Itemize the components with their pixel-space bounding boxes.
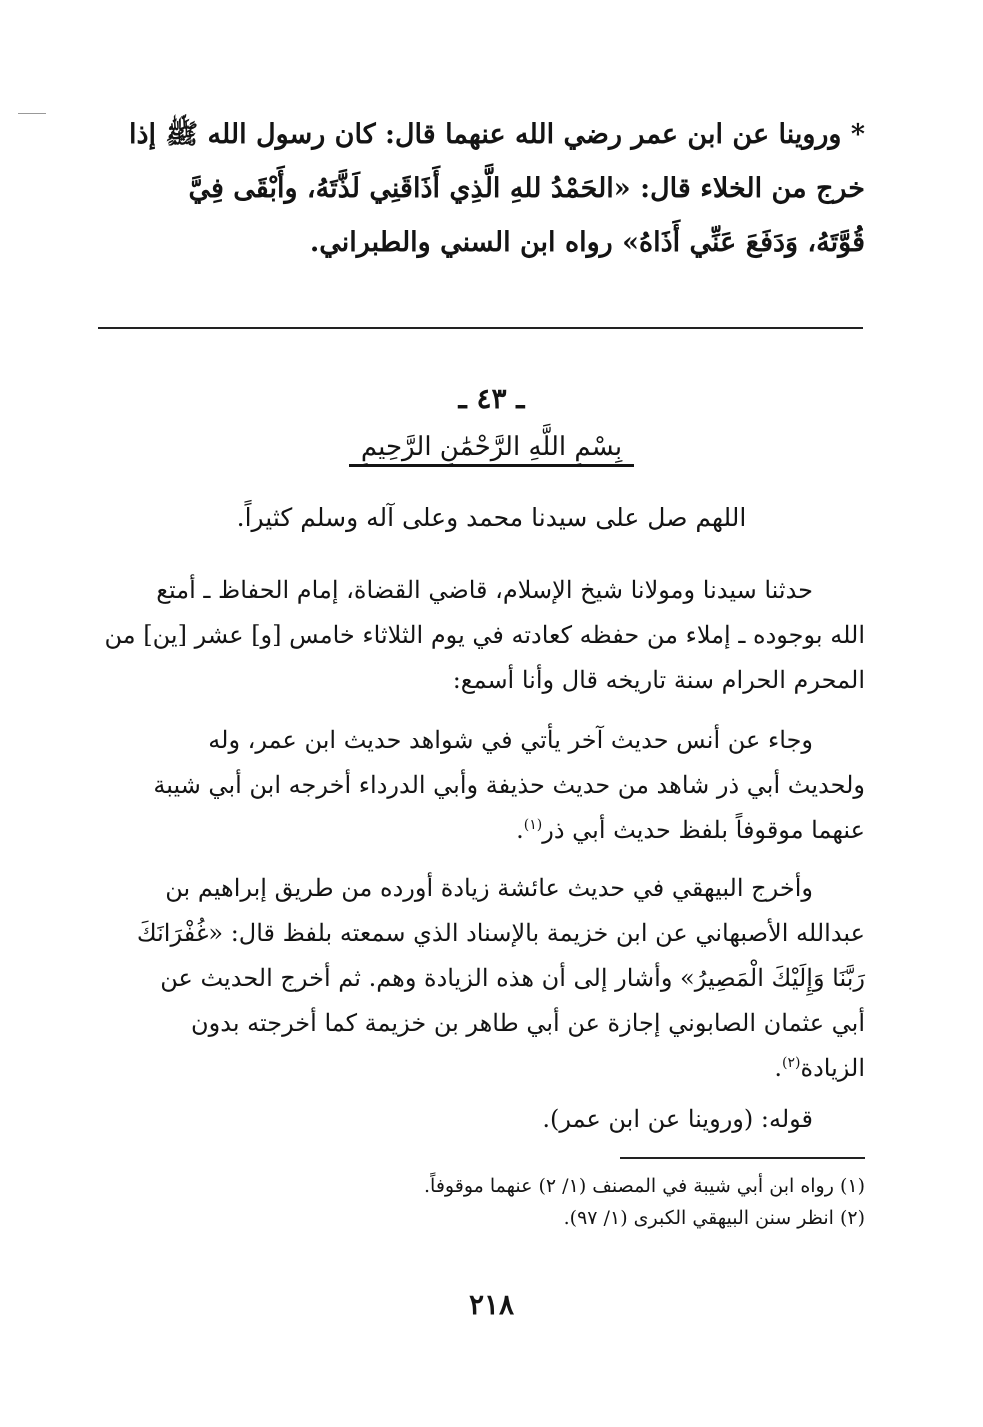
footnote-ref-2: (٢) [782,1055,801,1071]
hadith-number: ـ ٤٣ ـ [458,382,525,415]
paragraph-text: الزيادة [800,1054,865,1082]
paragraph-line: الزيادة$^{(٢)}$. [774,1054,865,1082]
paragraph-line: رَبَّنَا وَإِلَيْكَ الْمَصِيرُ» وأشار إلى أن هذه الزيادة وهم. ثم أخرج الحديث عن [160,964,865,992]
footnote-divider [620,1157,865,1159]
footnote-ref-1: (١) [523,817,543,833]
margin-mark [18,113,46,114]
paragraph-anas [113,718,865,853]
paragraph-qawluhu [113,1097,865,1142]
quote-line: خرج من الخلاء قال: «الحَمْدُ للهِ الَّذِي أَذَاقَنِي لَذَّتَهُ، وأَبْقَى فِيَّ [188,173,865,204]
paragraph-line: حدثنا سيدنا ومولانا شيخ الإسلام، قاضي القضاة، إمام الحفاظ ـ أمتع [156,576,813,604]
quoted-hadith [113,108,865,270]
paragraph-line: عنهما موقوفاً بلفظ حديث أبي ذر$^{(١)}$. [516,816,865,844]
paragraph-line: وأخرج البيهقي في حديث عائشة زيادة أورده من طريق إبراهيم بن [165,874,813,902]
basmala [0,432,983,467]
paragraph-line: عبدالله الأصبهاني عن ابن خزيمة بالإسناد الذي سمعته بلفظ قال: «غُفْرَانَكَ [136,919,865,947]
paragraph-line: الله بوجوده ـ إملاء من حفظه كعادته في يوم الثلاثاء خامس [و] عشر [ين] من [104,621,865,649]
page-number: ٢١٨ [468,1288,515,1321]
paragraph-text: عنهما موقوفاً بلفظ حديث أبي ذر [542,816,865,844]
quote-line: * وروينا عن ابن عمر رضي الله عنهما قال: كان رسول الله ﷺ إذا [129,119,865,150]
paragraph-isnad [104,568,865,703]
paragraph-bayhaqi [113,866,865,1091]
salat-line: اللهم صل على سيدنا محمد وعلى آله وسلم كثيراً. [236,503,747,532]
paragraph-line: المحرم الحرام سنة تاريخه قال وأنا أسمع: [452,666,865,694]
footnotes [113,1170,865,1234]
footnote-2: (٢) انظر سنن البيهقي الكبرى (١/ ٩٧). [563,1207,865,1229]
quote-line: قُوَّتَهُ، وَدَفَعَ عَنِّي أَذَاهُ» رواه ابن السني والطبراني. [309,227,865,258]
paragraph-line: ولحديث أبي ذر شاهد من حديث حذيفة وأبي الدرداء أخرجه ابن أبي شيبة [153,771,865,799]
paragraph-line: وجاء عن أنس حديث آخر يأتي في شواهد حديث ابن عمر، وله [208,726,813,754]
basmala-text: بِسْمِ اللَّهِ الرَّحْمَٰنِ الرَّحِيمِ [349,432,634,467]
paragraph-line: قوله: (وروينا عن ابن عمر). [542,1105,813,1133]
paragraph-line: أبي عثمان الصابوني إجازة عن أبي طاهر بن خزيمة كما أخرجته بدون [191,1009,865,1037]
section-divider [98,327,863,329]
footnote-1: (١) رواه ابن أبي شيبة في المصنف (١/ ٢) عنهما موقوفاً. [424,1175,865,1197]
